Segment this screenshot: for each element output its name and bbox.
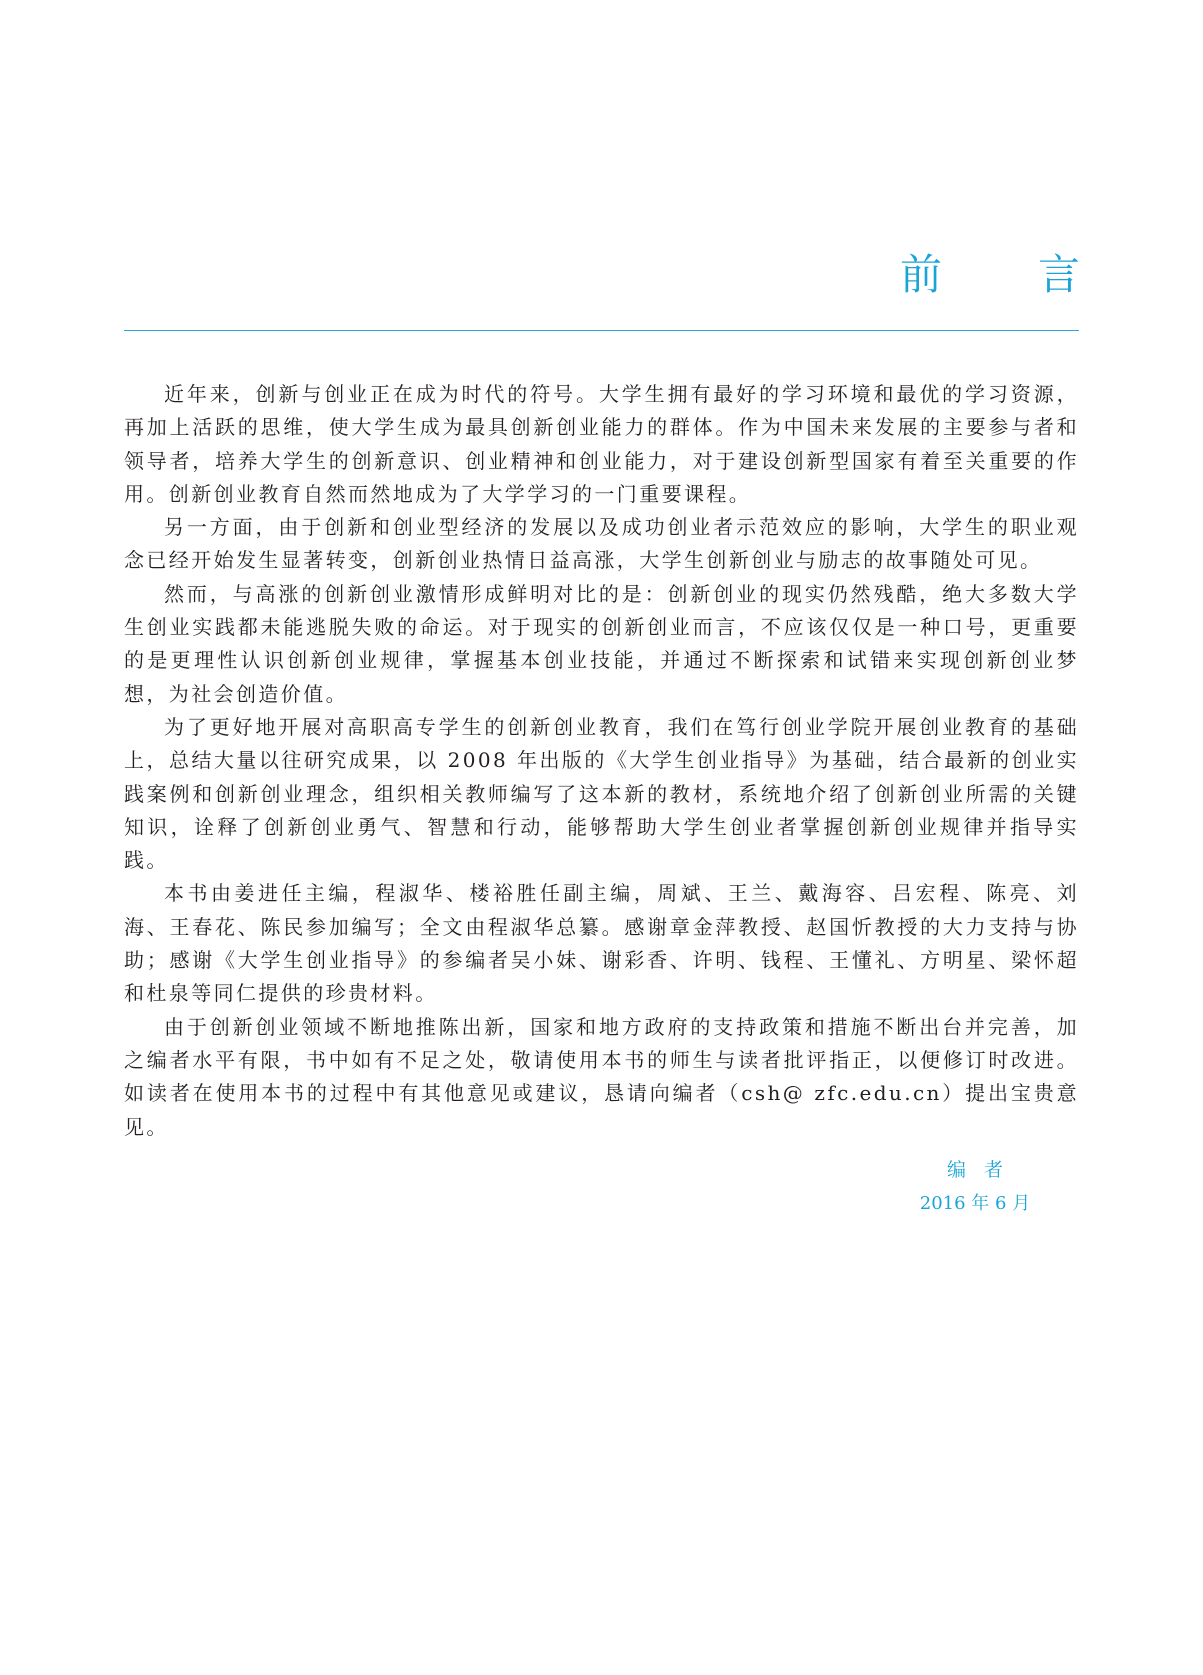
author-signature: 编者: [946, 1159, 1021, 1181]
preface-body: [124, 378, 1079, 1144]
page-title-char-1: 前: [900, 250, 943, 299]
title-divider: [124, 330, 1079, 331]
paragraph-2: 另一方面，由于创新和创业型经济的发展以及成功创业者示范效应的影响，大学生的职业观念已经开始发生显著转变，创新创业热情日益高涨，大学生创新创业与励志的故事随处可见。: [124, 515, 1079, 573]
paragraph-3: 然而，与高涨的创新创业激情形成鲜明对比的是：创新创业的现实仍然残酷，绝大多数大学生创业实践都未能逃脱失败的命运。对于现实的创新创业而言，不应该仅仅是一种口号，更重要的是更理性认识创新创业规律，掌握基本创业技能，并通过不断探索和试错来实现创新创业梦想，为社会创造价值。: [124, 581, 1079, 706]
paragraph-1: 近年来，创新与创业正在成为时代的符号。大学生拥有最好的学习环境和最优的学习资源，再加上活跃的思维，使大学生成为最具创新创业能力的群体。作为中国未来发展的主要参与者和领导者，培养大学生的创新意识、创业精神和创业能力，对于建设创新型国家有着至关重要的作用。创新创业教育自然而然地成为了大学学习的一门重要课程。: [124, 382, 1079, 506]
page-title: [900, 242, 1080, 302]
signature-date: 2016 年 6 月: [919, 1193, 1031, 1214]
signature-block: [900, 1152, 1050, 1220]
paragraph-6: 由于创新创业领域不断地推陈出新，国家和地方政府的支持政策和措施不断出台并完善，加之编者水平有限，书中如有不足之处，敬请使用本书的师生与读者批评指正，以便修订时改进。如读者在使用本书的过程中有其他意见或建议，恳请向编者（csh@ zfc.edu.cn）提出宝贵意见。: [124, 1014, 1079, 1139]
page-title-char-2: 言: [1037, 250, 1080, 299]
paragraph-4: 为了更好地开展对高职高专学生的创新创业教育，我们在笃行创业学院开展创业教育的基础上，总结大量以往研究成果，以 2008 年出版的《大学生创业指导》为基础，结合最新的创业实践案例和创新创业理念，组织相关教师编写了这本新的教材，系统地介绍了创新创业所需的关键知识，诠释了创新创业勇气、智慧和行动，能够帮助大学生创业者掌握创新创业规律并指导实践。: [124, 714, 1079, 873]
paragraph-5: 本书由姜进任主编，程淑华、楼裕胜任副主编，周斌、王兰、戴海容、吕宏程、陈亮、刘海、王春花、陈民参加编写；全文由程淑华总纂。感谢章金萍教授、赵国忻教授的大力支持与协助；感谢《大学生创业指导》的参编者吴小妹、谢彩香、许明、钱程、王懂礼、方明星、梁怀超和杜泉等同仁提供的珍贵材料。: [124, 881, 1079, 1006]
